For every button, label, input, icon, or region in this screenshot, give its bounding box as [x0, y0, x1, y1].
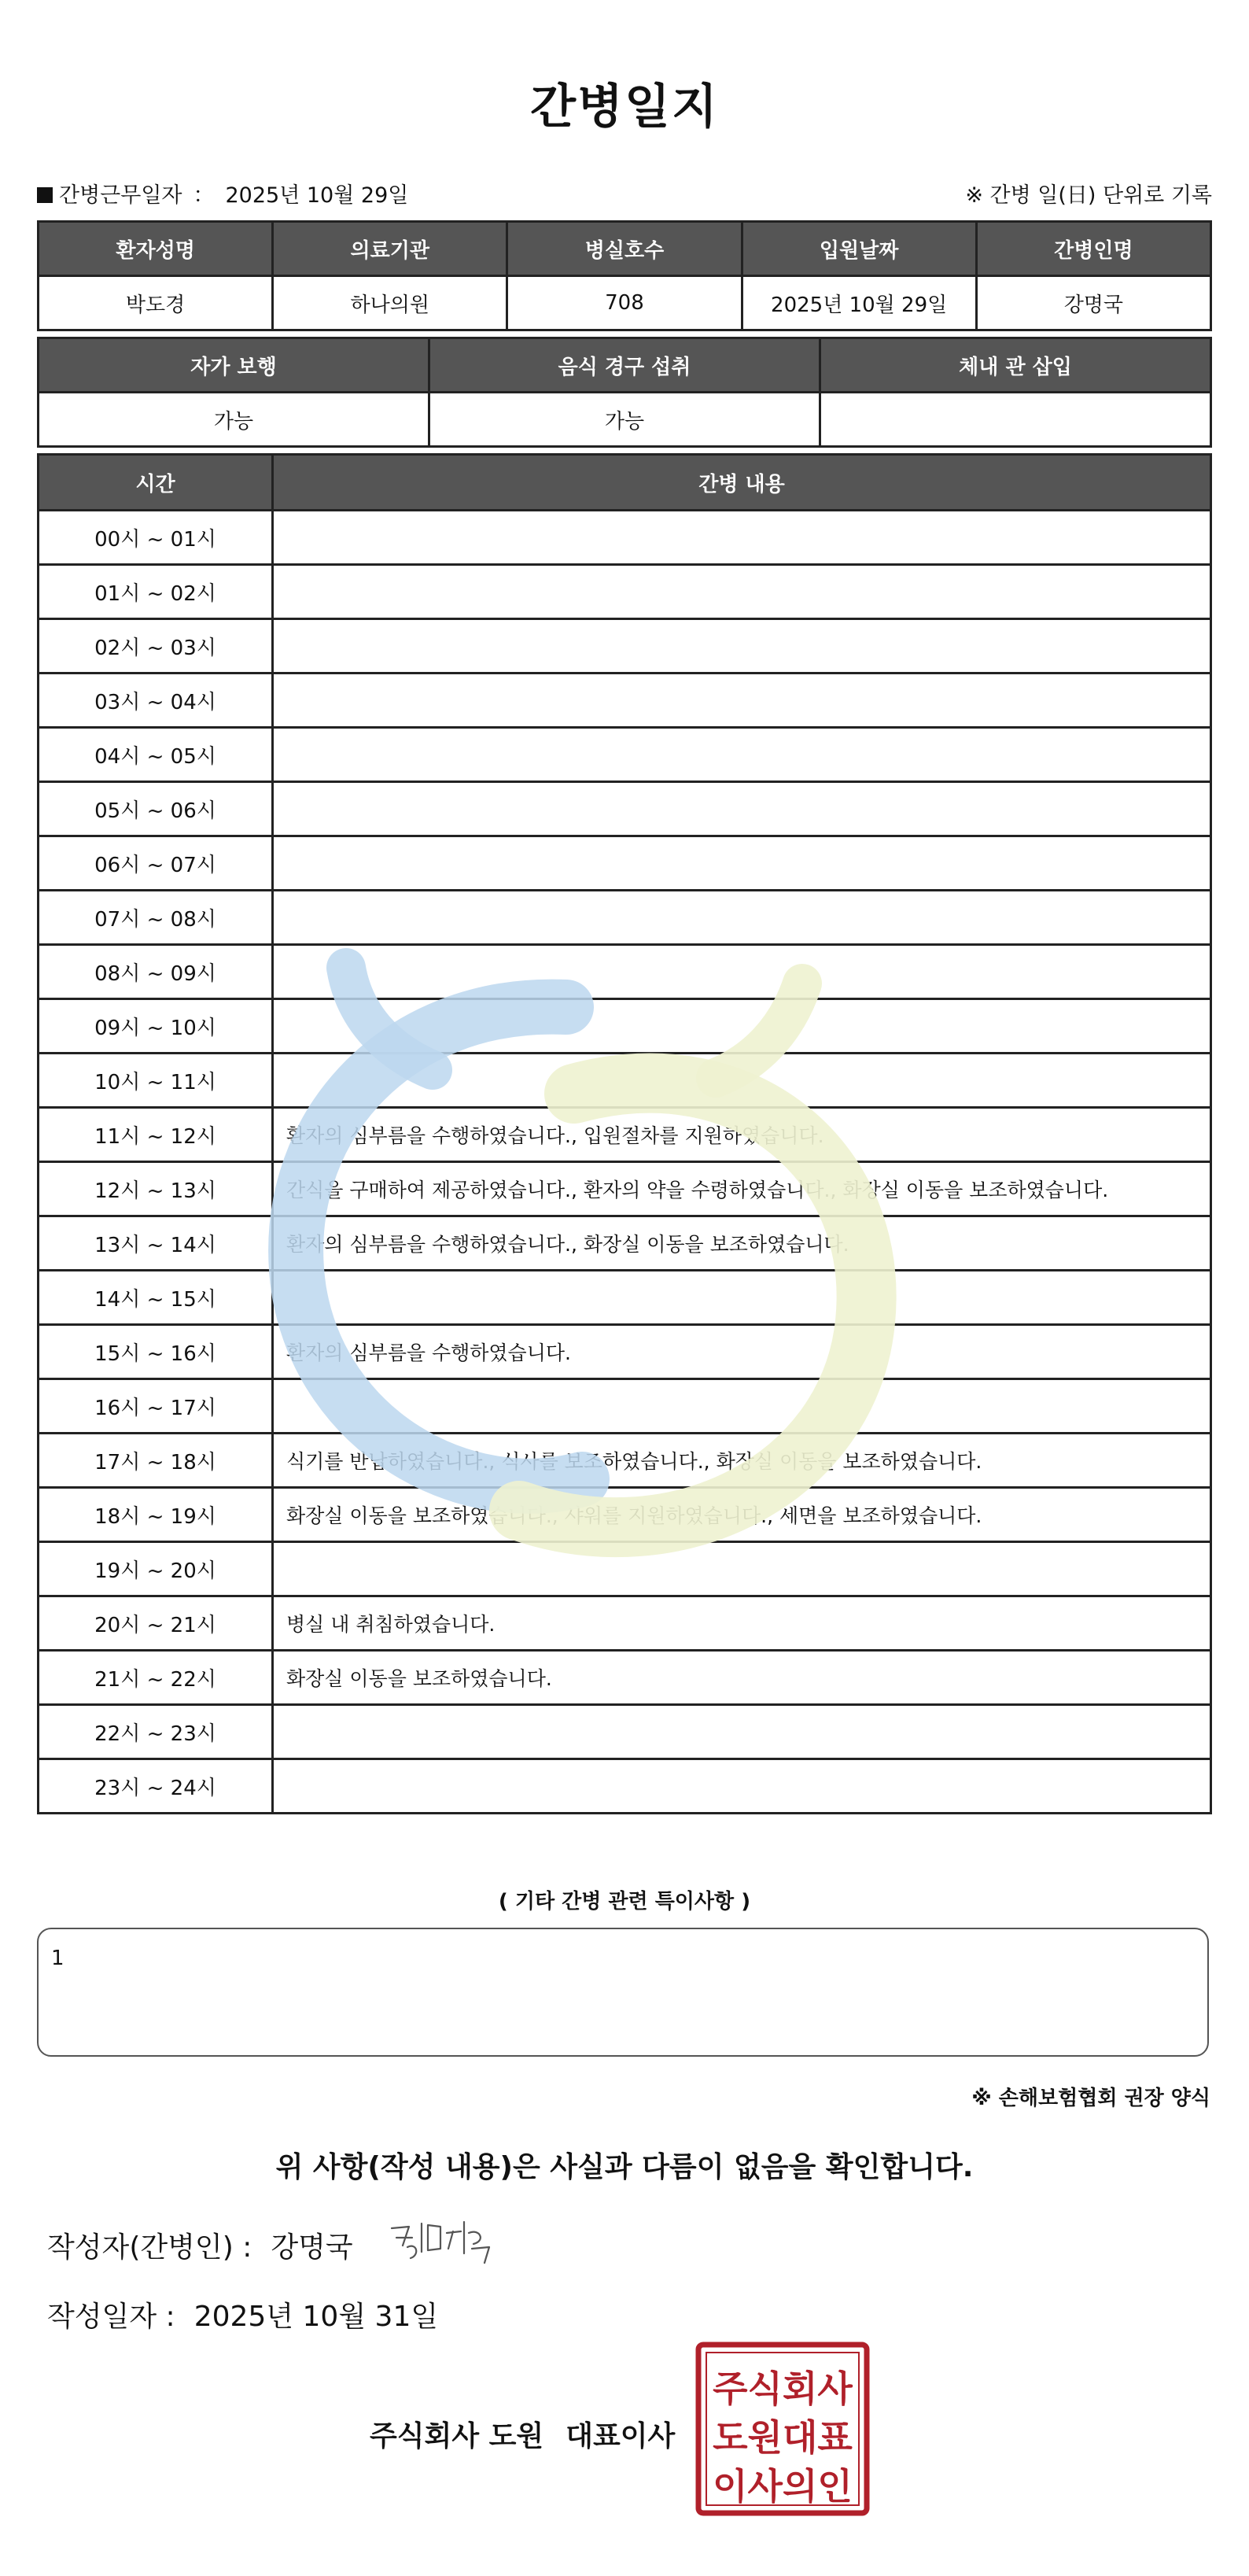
care-time: 15시 ~ 16시	[39, 1325, 273, 1379]
info-header: 입원날짜	[742, 222, 976, 276]
tube-insertion-status	[820, 393, 1211, 447]
care-content	[273, 728, 1211, 782]
care-content	[273, 782, 1211, 836]
care-row	[39, 674, 1211, 728]
caregiver-name: 강명국	[976, 276, 1210, 330]
write-date-label: 작성일자 :	[47, 2301, 175, 2333]
work-date-value: 2025년 10월 29일	[225, 183, 409, 208]
time-header: 시간	[39, 455, 273, 511]
care-row	[39, 1216, 1211, 1271]
recommend-note: ※ 손해보험협회 권장 양식	[971, 2087, 1210, 2110]
hospital-name: 하나의원	[273, 276, 507, 330]
care-content: 환자의 심부름을 수행하였습니다.	[273, 1325, 1211, 1379]
write-date-row	[47, 2294, 438, 2334]
unit-note: ※ 간병 일(日) 단위로 기록	[965, 183, 1212, 208]
writer-row	[47, 2225, 353, 2265]
care-row	[39, 728, 1211, 782]
care-time: 13시 ~ 14시	[39, 1216, 273, 1271]
room-number: 708	[507, 276, 742, 330]
care-time: 11시 ~ 12시	[39, 1108, 273, 1162]
care-time: 03시 ~ 04시	[39, 674, 273, 728]
care-content: 간식을 구매하여 제공하였습니다., 환자의 약을 수령하였습니다., 화장실 이동을 보조하였습니다.	[273, 1162, 1211, 1216]
care-time: 08시 ~ 09시	[39, 945, 273, 999]
work-date	[37, 178, 408, 209]
care-row	[39, 1162, 1211, 1216]
seal-text-line: 도원대표	[713, 2416, 853, 2459]
info-header: 환자성명	[39, 222, 273, 276]
care-log-body	[39, 511, 1211, 1814]
notes-content: 1	[51, 1947, 64, 1970]
care-row	[39, 782, 1211, 836]
care-row	[39, 1108, 1211, 1162]
care-content: 화장실 이동을 보조하였습니다.	[273, 1651, 1211, 1705]
care-content: 환자의 심부름을 수행하였습니다., 입원절차를 지원하였습니다.	[273, 1108, 1211, 1162]
seal-text-line: 주식회사	[713, 2367, 853, 2410]
care-row	[39, 1759, 1211, 1814]
care-time: 05시 ~ 06시	[39, 782, 273, 836]
care-row	[39, 619, 1211, 674]
company-seal	[695, 2342, 870, 2516]
info-header: 병실호수	[507, 222, 742, 276]
care-row	[39, 999, 1211, 1054]
work-date-colon: ：	[193, 183, 215, 208]
care-row	[39, 1596, 1211, 1651]
care-time: 06시 ~ 07시	[39, 836, 273, 891]
company-title: 대표이사	[566, 2420, 676, 2452]
care-time: 04시 ~ 05시	[39, 728, 273, 782]
care-time: 22시 ~ 23시	[39, 1705, 273, 1759]
writer-name: 강명국	[271, 2231, 353, 2264]
notes-title: ( 기타 간병 관련 특이사항 )	[498, 1890, 751, 1914]
care-row	[39, 1054, 1211, 1108]
care-time: 07시 ~ 08시	[39, 891, 273, 945]
care-row	[39, 1325, 1211, 1379]
care-header-row	[39, 455, 1211, 511]
care-log-table	[37, 453, 1212, 1814]
care-content	[273, 511, 1211, 565]
care-content	[273, 674, 1211, 728]
status-header: 자가 보행	[39, 338, 429, 393]
page-title: 간병일지	[530, 79, 719, 135]
info-header-row	[39, 222, 1211, 276]
company-signature	[370, 2414, 675, 2454]
care-row	[39, 1434, 1211, 1488]
care-time: 02시 ~ 03시	[39, 619, 273, 674]
admission-date: 2025년 10월 29일	[742, 276, 976, 330]
care-content	[273, 1542, 1211, 1596]
work-date-row	[37, 175, 1212, 209]
care-time: 17시 ~ 18시	[39, 1434, 273, 1488]
care-row	[39, 891, 1211, 945]
company-name: 주식회사 도원	[370, 2420, 544, 2452]
care-row	[39, 836, 1211, 891]
care-time: 19시 ~ 20시	[39, 1542, 273, 1596]
care-row	[39, 1379, 1211, 1434]
care-time: 10시 ~ 11시	[39, 1054, 273, 1108]
care-content	[273, 565, 1211, 619]
care-content	[273, 1379, 1211, 1434]
care-time: 16시 ~ 17시	[39, 1379, 273, 1434]
care-time: 12시 ~ 13시	[39, 1162, 273, 1216]
work-date-label: 간병근무일자	[59, 183, 182, 208]
info-header: 간병인명	[976, 222, 1210, 276]
care-content	[273, 999, 1211, 1054]
care-row	[39, 1651, 1211, 1705]
care-content: 화장실 이동을 보조하였습니다., 샤워를 지원하였습니다., 세면을 보조하였습니다.	[273, 1488, 1211, 1542]
care-content	[273, 891, 1211, 945]
care-content	[273, 945, 1211, 999]
care-content: 환자의 심부름을 수행하였습니다., 화장실 이동을 보조하였습니다.	[273, 1216, 1211, 1271]
patient-name: 박도경	[39, 276, 273, 330]
seal-text-line: 이사의인	[713, 2465, 853, 2508]
notes-box	[37, 1928, 1209, 2057]
walking-status: 가능	[39, 393, 429, 447]
oral-intake-status: 가능	[429, 393, 820, 447]
care-content	[273, 1054, 1211, 1108]
care-content	[273, 1705, 1211, 1759]
care-row	[39, 1488, 1211, 1542]
status-header-row	[39, 338, 1211, 393]
handwritten-signature	[385, 2214, 496, 2269]
care-content	[273, 1759, 1211, 1814]
patient-info-table	[37, 220, 1212, 331]
care-row	[39, 1542, 1211, 1596]
status-header: 체내 관 삽입	[820, 338, 1211, 393]
care-row	[39, 1705, 1211, 1759]
care-time: 09시 ~ 10시	[39, 999, 273, 1054]
status-header: 음식 경구 섭취	[429, 338, 820, 393]
care-content	[273, 836, 1211, 891]
write-date-value: 2025년 10월 31일	[193, 2301, 439, 2333]
writer-label: 작성자(간병인) :	[47, 2231, 252, 2264]
care-time: 14시 ~ 15시	[39, 1271, 273, 1325]
care-row	[39, 945, 1211, 999]
content-header: 간병 내용	[273, 455, 1211, 511]
square-bullet-icon	[37, 187, 53, 203]
care-time: 21시 ~ 22시	[39, 1651, 273, 1705]
care-content	[273, 1271, 1211, 1325]
care-time: 20시 ~ 21시	[39, 1596, 273, 1651]
info-value-row	[39, 276, 1211, 330]
care-time: 18시 ~ 19시	[39, 1488, 273, 1542]
info-header: 의료기관	[273, 222, 507, 276]
care-row	[39, 511, 1211, 565]
care-time: 01시 ~ 02시	[39, 565, 273, 619]
care-time: 23시 ~ 24시	[39, 1759, 273, 1814]
care-content: 병실 내 취침하였습니다.	[273, 1596, 1211, 1651]
care-row	[39, 1271, 1211, 1325]
care-time: 00시 ~ 01시	[39, 511, 273, 565]
care-content	[273, 619, 1211, 674]
status-value-row	[39, 393, 1211, 447]
patient-status-table	[37, 337, 1212, 448]
confirm-statement: 위 사항(작성 내용)은 사실과 다름이 없음을 확인합니다.	[275, 2151, 974, 2183]
care-row	[39, 565, 1211, 619]
care-content: 식기를 반납하였습니다., 식사를 보조하였습니다., 화장실 이동을 보조하였습니다.	[273, 1434, 1211, 1488]
